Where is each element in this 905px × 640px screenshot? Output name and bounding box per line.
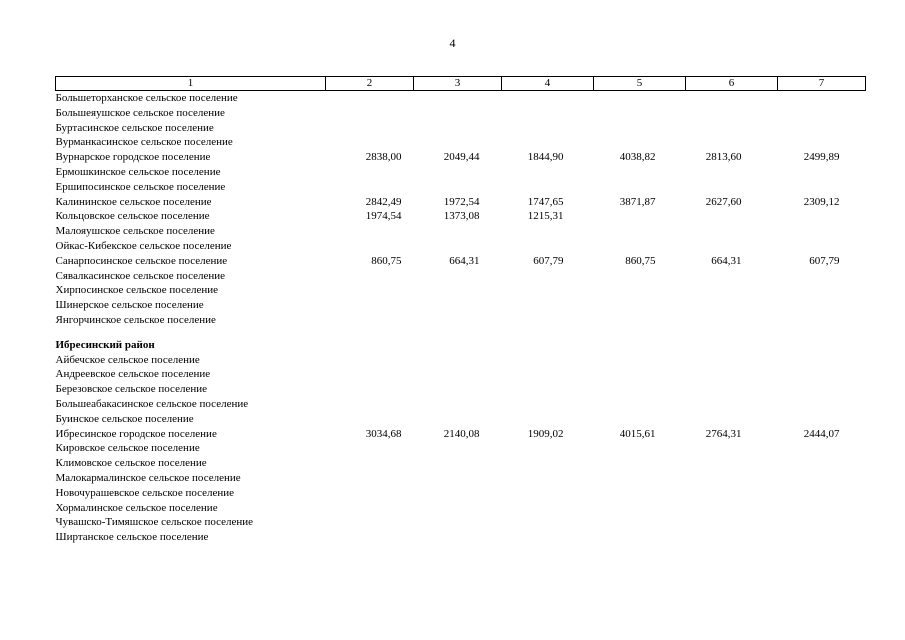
value-cell-col-2 bbox=[326, 165, 414, 180]
value-cell-col-2 bbox=[326, 471, 414, 486]
settlement-name: Ширтанское сельское поселение bbox=[55, 531, 209, 544]
section-spacer bbox=[56, 328, 866, 338]
settlement-name: Новочурашевское сельское поселение bbox=[55, 486, 235, 499]
value-cell-col-4 bbox=[502, 382, 594, 397]
value-cell-col-2 bbox=[326, 530, 414, 545]
table-row bbox=[56, 530, 866, 545]
value-cell-col-5 bbox=[594, 224, 686, 239]
value-cell-col-6 bbox=[686, 298, 778, 313]
value-cell-col-2 bbox=[326, 367, 414, 382]
table-row bbox=[56, 397, 866, 412]
value-cell-col-5 bbox=[594, 353, 686, 368]
value-cell-col-6 bbox=[686, 239, 778, 254]
settlement-name: Кольцовское сельское поселение bbox=[55, 210, 210, 223]
value-cell-col-2 bbox=[326, 224, 414, 239]
value-cell-col-5 bbox=[594, 471, 686, 486]
settlement-name: Малояушское сельское поселение bbox=[55, 225, 215, 238]
value-cell-col-5 bbox=[594, 239, 686, 254]
value-cell-col-6 bbox=[686, 283, 778, 298]
settlement-name: Сявалкасинское сельское поселение bbox=[55, 269, 225, 282]
table-row bbox=[56, 441, 866, 456]
settlement-name: Ойкас-Кибекское сельское поселение bbox=[55, 239, 232, 252]
value-cell-col-3 bbox=[414, 165, 502, 180]
table-row bbox=[56, 486, 866, 501]
value-cell-col-3 bbox=[414, 486, 502, 501]
value-cell-col-7: 2499,89 bbox=[803, 151, 840, 164]
table-row bbox=[56, 254, 866, 269]
value-cell-col-5 bbox=[594, 121, 686, 136]
value-cell-col-3 bbox=[414, 224, 502, 239]
value-cell-col-2 bbox=[326, 269, 414, 284]
value-cell-col-5 bbox=[594, 367, 686, 382]
value-cell-col-2 bbox=[326, 106, 414, 121]
settlement-name: Вурманкасинское сельское поселение bbox=[55, 136, 233, 149]
value-cell-col-5: 3871,87 bbox=[619, 195, 656, 208]
value-cell-col-2 bbox=[326, 501, 414, 516]
value-cell-col-7 bbox=[778, 121, 866, 136]
value-cell-col-4 bbox=[502, 121, 594, 136]
value-cell-col-7 bbox=[778, 486, 866, 501]
table-row bbox=[56, 456, 866, 471]
value-cell-col-6 bbox=[686, 209, 778, 224]
settlement-name: Янгорчинское сельское поселение bbox=[55, 313, 216, 326]
spacer-cell bbox=[56, 328, 866, 338]
value-cell-col-7 bbox=[778, 269, 866, 284]
value-cell-col-6 bbox=[686, 397, 778, 412]
value-cell-col-6: 664,31 bbox=[711, 254, 742, 267]
value-cell-col-3 bbox=[414, 471, 502, 486]
value-cell-col-5: 4015,61 bbox=[619, 427, 656, 440]
settlement-name: Ибресинское городское поселение bbox=[55, 427, 217, 440]
value-cell-col-3 bbox=[414, 367, 502, 382]
settlement-name: Малокармалинское сельское поселение bbox=[55, 471, 241, 484]
value-cell-col-3 bbox=[414, 135, 502, 150]
table-row bbox=[56, 269, 866, 284]
value-cell-col-6 bbox=[686, 441, 778, 456]
table-row bbox=[56, 283, 866, 298]
value-cell-col-7 bbox=[778, 456, 866, 471]
value-cell-col-5 bbox=[594, 530, 686, 545]
value-cell-col-4 bbox=[502, 397, 594, 412]
column-header: 7 bbox=[778, 77, 866, 91]
value-cell-col-7 bbox=[778, 353, 866, 368]
column-header: 1 bbox=[56, 77, 326, 91]
value-cell-col-3 bbox=[414, 106, 502, 121]
column-header: 6 bbox=[686, 77, 778, 91]
value-cell-col-3 bbox=[414, 530, 502, 545]
value-cell-col-6: 2627,60 bbox=[705, 195, 742, 208]
table-row bbox=[56, 91, 866, 106]
value-cell-col-6 bbox=[686, 486, 778, 501]
value-cell-col-4: 1747,65 bbox=[527, 195, 564, 208]
value-cell-col-6 bbox=[686, 224, 778, 239]
page-number: 4 bbox=[449, 36, 456, 50]
value-cell-col-3 bbox=[414, 269, 502, 284]
value-cell-col-4 bbox=[502, 530, 594, 545]
value-cell-col-7 bbox=[778, 91, 866, 106]
value-cell-col-7 bbox=[778, 367, 866, 382]
value-cell-col-2 bbox=[326, 180, 414, 195]
district-heading: Ибресинский район bbox=[55, 338, 155, 351]
district-row bbox=[56, 338, 866, 353]
value-cell-col-6 bbox=[686, 412, 778, 427]
value-cell-col-3 bbox=[414, 121, 502, 136]
column-header: 5 bbox=[594, 77, 686, 91]
settlement-name: Ермошкинское сельское поселение bbox=[55, 165, 221, 178]
value-cell-col-4 bbox=[502, 456, 594, 471]
table-row bbox=[56, 298, 866, 313]
value-cell-col-7 bbox=[778, 397, 866, 412]
value-cell-col-2 bbox=[326, 412, 414, 427]
value-cell-col-5 bbox=[594, 515, 686, 530]
header-row bbox=[56, 77, 866, 91]
value-cell-col-2 bbox=[326, 397, 414, 412]
value-cell-col-4: 1909,02 bbox=[527, 427, 564, 440]
value-cell-col-7 bbox=[778, 313, 866, 328]
settlement-name: Шинерское сельское поселение bbox=[55, 299, 204, 312]
value-cell-col-5 bbox=[594, 283, 686, 298]
table-header bbox=[56, 77, 866, 91]
value-cell-col-2 bbox=[326, 313, 414, 328]
value-cell-col-6 bbox=[686, 135, 778, 150]
value-cell-col-3 bbox=[414, 441, 502, 456]
data-table bbox=[55, 76, 866, 545]
value-cell-col-7 bbox=[778, 441, 866, 456]
column-header: 3 bbox=[414, 77, 502, 91]
value-cell-col-4 bbox=[502, 313, 594, 328]
table-row bbox=[56, 353, 866, 368]
value-cell-col-7 bbox=[778, 501, 866, 516]
value-cell-col-2: 860,75 bbox=[371, 254, 402, 267]
value-cell-col-5 bbox=[594, 91, 686, 106]
value-cell-col-3 bbox=[414, 283, 502, 298]
value-cell-col-3 bbox=[414, 239, 502, 254]
value-cell-col-5 bbox=[594, 382, 686, 397]
value-cell-col-7 bbox=[778, 106, 866, 121]
value-cell-col-4 bbox=[502, 515, 594, 530]
settlement-name: Ершипосинское сельское поселение bbox=[55, 180, 226, 193]
value-cell-col-7 bbox=[778, 224, 866, 239]
table-row bbox=[56, 382, 866, 397]
table-row bbox=[56, 239, 866, 254]
table-row bbox=[56, 121, 866, 136]
table-row bbox=[56, 224, 866, 239]
settlement-name: Большеторханское сельское поселение bbox=[55, 92, 238, 104]
table-row bbox=[56, 471, 866, 486]
value-cell-col-5 bbox=[594, 456, 686, 471]
value-cell-col-2 bbox=[326, 283, 414, 298]
value-cell-col-3 bbox=[414, 91, 502, 106]
value-cell-col-4 bbox=[502, 298, 594, 313]
value-cell-col-6 bbox=[686, 121, 778, 136]
value-cell-col-2 bbox=[326, 441, 414, 456]
value-cell-col-4: 1844,90 bbox=[527, 151, 564, 164]
table-row bbox=[56, 427, 866, 442]
value-cell-col-5 bbox=[594, 180, 686, 195]
value-cell-col-6 bbox=[686, 367, 778, 382]
value-cell-col-3: 1373,08 bbox=[443, 210, 480, 223]
value-cell-col-3: 1972,54 bbox=[443, 195, 480, 208]
value-cell-col-7: 607,79 bbox=[809, 254, 840, 267]
value-cell-col-3: 664,31 bbox=[449, 254, 480, 267]
settlement-name: Большеяушское сельское поселение bbox=[55, 106, 225, 119]
value-cell-col-6 bbox=[686, 313, 778, 328]
value-cell-col-4 bbox=[502, 180, 594, 195]
value-cell-col-7 bbox=[778, 209, 866, 224]
value-cell-col-6: 2813,60 bbox=[705, 151, 742, 164]
value-cell-col-2 bbox=[326, 382, 414, 397]
value-cell-col-7 bbox=[778, 239, 866, 254]
value-cell-col-7: 2309,12 bbox=[803, 195, 840, 208]
value-cell-col-4 bbox=[502, 283, 594, 298]
table-row bbox=[56, 412, 866, 427]
value-cell-col-2: 2838,00 bbox=[365, 151, 402, 164]
value-cell-col-7 bbox=[778, 382, 866, 397]
value-cell-col-2 bbox=[326, 91, 414, 106]
value-cell-col-2 bbox=[326, 239, 414, 254]
value-cell-col-2 bbox=[326, 486, 414, 501]
value-cell-col-2 bbox=[326, 298, 414, 313]
value-cell-col-2 bbox=[326, 135, 414, 150]
value-cell-col-5 bbox=[594, 441, 686, 456]
value-cell-col-4 bbox=[502, 91, 594, 106]
value-cell-col-5 bbox=[594, 209, 686, 224]
table-row bbox=[56, 367, 866, 382]
settlement-name: Буинское сельское поселение bbox=[55, 412, 194, 425]
value-cell-col-3 bbox=[414, 515, 502, 530]
value-cell-col-6 bbox=[686, 530, 778, 545]
value-cell-col-5 bbox=[594, 135, 686, 150]
value-cell-col-4 bbox=[502, 106, 594, 121]
table-row bbox=[56, 150, 866, 165]
value-cell-col-2: 3034,68 bbox=[365, 427, 402, 440]
value-cell-col-2 bbox=[326, 121, 414, 136]
value-cell-col-5 bbox=[594, 165, 686, 180]
settlement-name: Калининское сельское поселение bbox=[55, 195, 212, 208]
value-cell-col-7 bbox=[778, 530, 866, 545]
settlement-name: Хирпосинское сельское поселение bbox=[55, 284, 219, 297]
value-cell-col-7 bbox=[778, 135, 866, 150]
value-cell-col-3: 2140,08 bbox=[443, 427, 480, 440]
value-cell-col-3 bbox=[414, 412, 502, 427]
table-row bbox=[56, 515, 866, 530]
value-cell-col-6 bbox=[686, 91, 778, 106]
settlement-name: Большеабакасинское сельское поселение bbox=[55, 397, 249, 410]
value-cell-col-5 bbox=[594, 412, 686, 427]
value-cell-col-6 bbox=[686, 106, 778, 121]
value-cell-col-7 bbox=[778, 471, 866, 486]
value-cell-col-6 bbox=[686, 165, 778, 180]
value-cell-col-7 bbox=[778, 180, 866, 195]
value-cell-col-4 bbox=[502, 224, 594, 239]
settlement-name: Санарпосинское сельское поселение bbox=[55, 254, 228, 267]
value-cell-col-4 bbox=[502, 486, 594, 501]
column-header: 4 bbox=[502, 77, 594, 91]
value-cell-col-6: 2764,31 bbox=[705, 427, 742, 440]
table-row bbox=[56, 209, 866, 224]
value-cell-col-7 bbox=[778, 298, 866, 313]
value-cell-col-4 bbox=[502, 135, 594, 150]
value-cell-col-2: 1974,54 bbox=[365, 210, 402, 223]
value-cell-col-5: 860,75 bbox=[625, 254, 656, 267]
value-cell-col-5 bbox=[594, 313, 686, 328]
settlement-name: Андреевское сельское поселение bbox=[55, 368, 211, 381]
value-cell-col-5 bbox=[594, 106, 686, 121]
value-cell-col-6 bbox=[686, 382, 778, 397]
table-row bbox=[56, 165, 866, 180]
table-row bbox=[56, 195, 866, 210]
value-cell-col-4: 607,79 bbox=[533, 254, 564, 267]
value-cell-col-6 bbox=[686, 353, 778, 368]
value-cell-col-3 bbox=[414, 382, 502, 397]
value-cell-col-3 bbox=[414, 456, 502, 471]
value-cell-col-2: 2842,49 bbox=[365, 195, 402, 208]
value-cell-col-6 bbox=[686, 456, 778, 471]
table-row bbox=[56, 180, 866, 195]
value-cell-col-4 bbox=[502, 412, 594, 427]
value-cell-col-6 bbox=[686, 515, 778, 530]
value-cell-col-4 bbox=[502, 441, 594, 456]
table-row bbox=[56, 501, 866, 516]
column-header: 2 bbox=[326, 77, 414, 91]
settlement-name: Буртасинское сельское поселение bbox=[55, 121, 214, 134]
value-cell-col-3 bbox=[414, 180, 502, 195]
value-cell-col-7 bbox=[778, 515, 866, 530]
settlement-name: Чувашско-Тимяшское сельское поселение bbox=[55, 516, 254, 529]
value-cell-col-6 bbox=[686, 471, 778, 486]
value-cell-col-4 bbox=[502, 353, 594, 368]
settlement-name: Хормалинское сельское поселение bbox=[55, 501, 218, 514]
value-cell-col-5 bbox=[594, 298, 686, 313]
value-cell-col-3 bbox=[414, 397, 502, 412]
table-row bbox=[56, 313, 866, 328]
value-cell-col-4 bbox=[502, 367, 594, 382]
value-cell-col-3: 2049,44 bbox=[443, 151, 480, 164]
value-cell-col-5: 4038,82 bbox=[619, 151, 656, 164]
value-cell-col-4 bbox=[502, 501, 594, 516]
value-cell-col-4 bbox=[502, 471, 594, 486]
settlement-name: Кировское сельское поселение bbox=[55, 442, 200, 455]
settlement-name: Климовское сельское поселение bbox=[55, 457, 207, 470]
table-row bbox=[56, 135, 866, 150]
settlement-name: Вурнарское городское поселение bbox=[55, 151, 211, 164]
value-cell-col-6 bbox=[686, 501, 778, 516]
value-cell-col-2 bbox=[326, 456, 414, 471]
value-cell-col-4: 1215,31 bbox=[527, 210, 564, 223]
value-cell-col-2 bbox=[326, 515, 414, 530]
value-cell-col-7 bbox=[778, 283, 866, 298]
value-cell-col-7: 2444,07 bbox=[803, 427, 840, 440]
value-cell-col-2 bbox=[326, 353, 414, 368]
value-cell-col-3 bbox=[414, 501, 502, 516]
value-cell-col-3 bbox=[414, 298, 502, 313]
value-cell-col-7 bbox=[778, 412, 866, 427]
settlement-name: Березовское сельское поселение bbox=[55, 383, 207, 396]
value-cell-col-3 bbox=[414, 353, 502, 368]
value-cell-col-4 bbox=[502, 165, 594, 180]
value-cell-col-5 bbox=[594, 269, 686, 284]
settlement-name: Айбечское сельское поселение bbox=[55, 353, 200, 366]
value-cell-col-4 bbox=[502, 269, 594, 284]
value-cell-col-7 bbox=[778, 165, 866, 180]
value-cell-col-4 bbox=[502, 239, 594, 254]
value-cell-col-6 bbox=[686, 180, 778, 195]
table-body bbox=[56, 91, 866, 545]
table-row bbox=[56, 106, 866, 121]
value-cell-col-6 bbox=[686, 269, 778, 284]
value-cell-col-5 bbox=[594, 486, 686, 501]
value-cell-col-3 bbox=[414, 313, 502, 328]
value-cell-col-5 bbox=[594, 501, 686, 516]
value-cell-col-5 bbox=[594, 397, 686, 412]
